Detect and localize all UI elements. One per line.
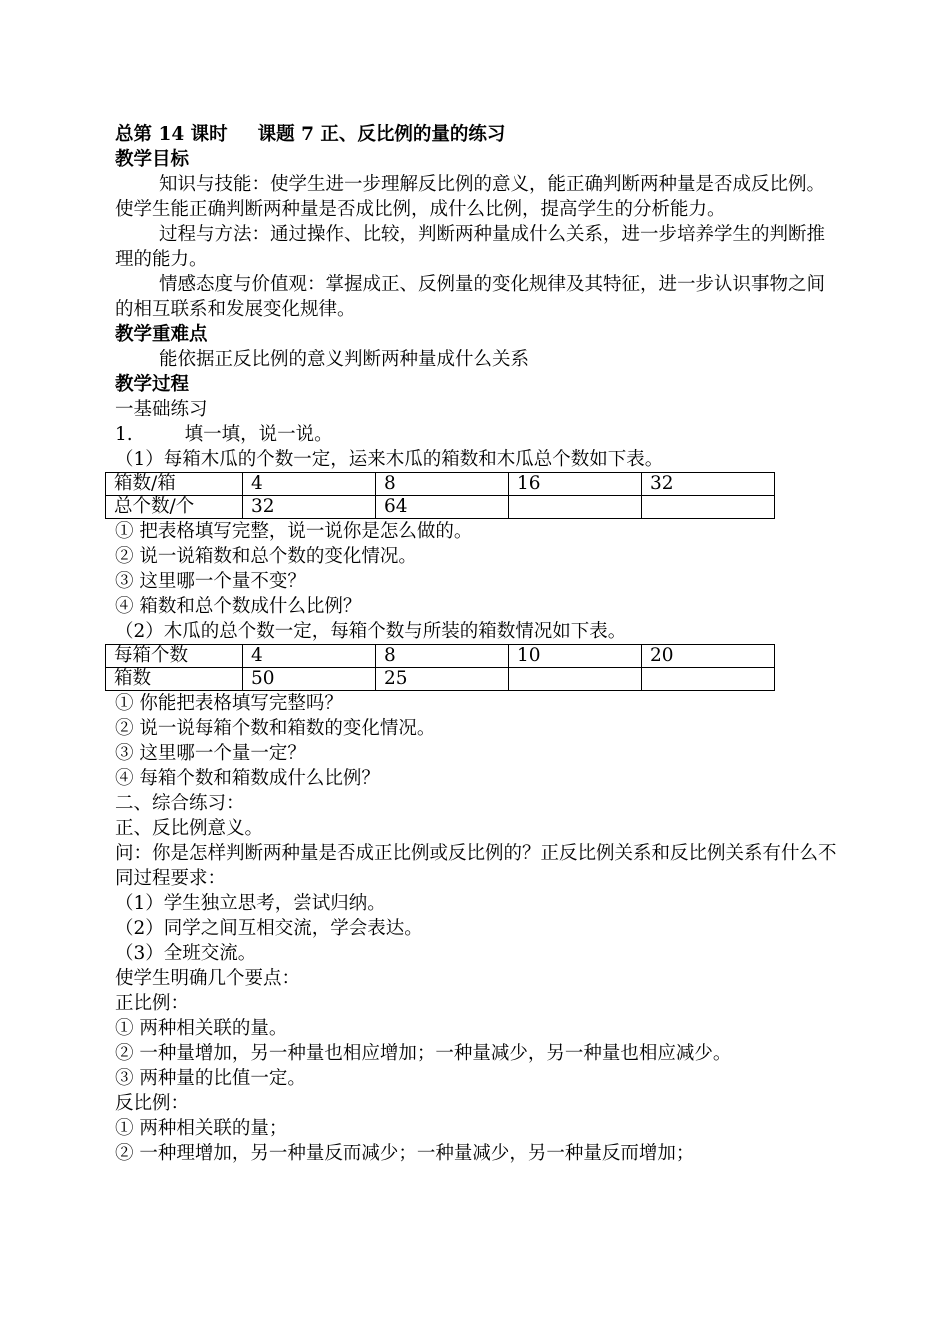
section-basic-practice: 一基础练习: [115, 399, 208, 420]
table-row: [106, 668, 775, 691]
table-cell: 每箱个数: [106, 645, 243, 668]
table-cell: 64: [376, 496, 509, 519]
table-row: [106, 496, 775, 519]
step-item: （3）全班交流。: [115, 943, 257, 964]
table-cell: 箱数: [106, 668, 243, 691]
objectives-heading: 教学目标: [115, 149, 190, 170]
table-cell: 箱数/箱: [106, 473, 243, 496]
direct-proportion-point: ③ 两种量的比值一定。: [115, 1068, 306, 1089]
table-cell: 32: [243, 496, 376, 519]
process-heading: 教学过程: [115, 374, 190, 395]
part-2-question: ④ 每箱个数和箱数成什么比例？: [115, 768, 380, 789]
section-comprehensive-practice: 二、综合练习：: [115, 793, 245, 814]
inverse-proportion-point: ① 两种相关联的量；: [115, 1118, 288, 1139]
step-item: （1）学生独立思考，尝试归纳。: [115, 893, 386, 914]
part-1-intro: （1）每箱木瓜的个数一定，运来木瓜的箱数和木瓜总个数如下表。: [115, 449, 664, 470]
table-row: [106, 473, 775, 496]
table-row: [106, 645, 775, 668]
table-cell: 25: [376, 668, 509, 691]
key-points-text: 能依据正反比例的意义判断两种量成什么关系: [159, 349, 530, 370]
table-cell: 总个数/个: [106, 496, 243, 519]
part-2-question: ③ 这里哪一个量一定？: [115, 743, 306, 764]
inverse-proportion-point: ② 一种理增加，另一种量反而减少；一种量减少，另一种量反而增加；: [115, 1143, 695, 1164]
lesson-number: 总第 14 课时: [115, 124, 228, 145]
discussion-question: 问：你是怎样判断两种量是否成正比例或反比例的？正反比例关系和反比例关系有什么不同过程要求：: [115, 843, 837, 889]
table-boxes-total: [105, 472, 775, 519]
table-cell: 16: [509, 473, 642, 496]
table-cell-empty: [642, 496, 775, 519]
table-cell: 50: [243, 668, 376, 691]
question-1: [115, 422, 840, 447]
objective-process: 过程与方法：通过操作、比较，判断两种量成什么关系，进一步培养学生的判断推理的能力。: [115, 224, 826, 270]
part-1-question: ① 把表格填写完整，说一说你是怎么做的。: [115, 521, 473, 542]
part-1-question: ④ 箱数和总个数成什么比例？: [115, 596, 362, 617]
part-1-question: ③ 这里哪一个量不变？: [115, 571, 306, 592]
key-points-intro: 使学生明确几个要点：: [115, 968, 301, 989]
lesson-topic: 课题 7 正、反比例的量的练习: [257, 124, 506, 145]
meaning-line: 正、反比例意义。: [115, 818, 264, 839]
direct-proportion-point: ① 两种相关联的量。: [115, 1018, 288, 1039]
table-cell: 4: [243, 645, 376, 668]
table-cell: 32: [642, 473, 775, 496]
part-1-question: ② 说一说箱数和总个数的变化情况。: [115, 546, 417, 567]
table-cell-empty: [642, 668, 775, 691]
table-cell: 20: [642, 645, 775, 668]
question-1-number: 1.: [115, 424, 133, 445]
direct-proportion-point: ② 一种量增加，另一种量也相应增加；一种量减少，另一种量也相应减少。: [115, 1043, 732, 1064]
direct-proportion-heading: 正比例：: [115, 993, 190, 1014]
table-per-box-count: [105, 644, 775, 691]
part-2-question: ① 你能把表格填写完整吗？: [115, 693, 343, 714]
document-page: [115, 122, 840, 1166]
table-cell: 10: [509, 645, 642, 668]
table-cell: 8: [376, 645, 509, 668]
key-points-heading: 教学重难点: [115, 324, 208, 345]
table-cell: 8: [376, 473, 509, 496]
part-2-question: ② 说一说每箱个数和箱数的变化情况。: [115, 718, 436, 739]
table-cell: 4: [243, 473, 376, 496]
table-cell-empty: [509, 496, 642, 519]
step-item: （2）同学之间互相交流，学会表达。: [115, 918, 423, 939]
objective-emotion: 情感态度与价值观：掌握成正、反例量的变化规律及其特征，进一步认识事物之间的相互联系和发展变化规律。: [115, 274, 826, 320]
lesson-title: [115, 122, 840, 147]
part-2-intro: （2）木瓜的总个数一定，每箱个数与所装的箱数情况如下表。: [115, 621, 627, 642]
inverse-proportion-heading: 反比例：: [115, 1093, 190, 1114]
question-1-text: 填一填，说一说。: [184, 424, 333, 445]
table-cell-empty: [509, 668, 642, 691]
objective-knowledge: 知识与技能：使学生进一步理解反比例的意义，能正确判断两种量是否成反比例。使学生能正确判断两种量是否成比例，成什么比例，提高学生的分析能力。: [115, 174, 826, 220]
